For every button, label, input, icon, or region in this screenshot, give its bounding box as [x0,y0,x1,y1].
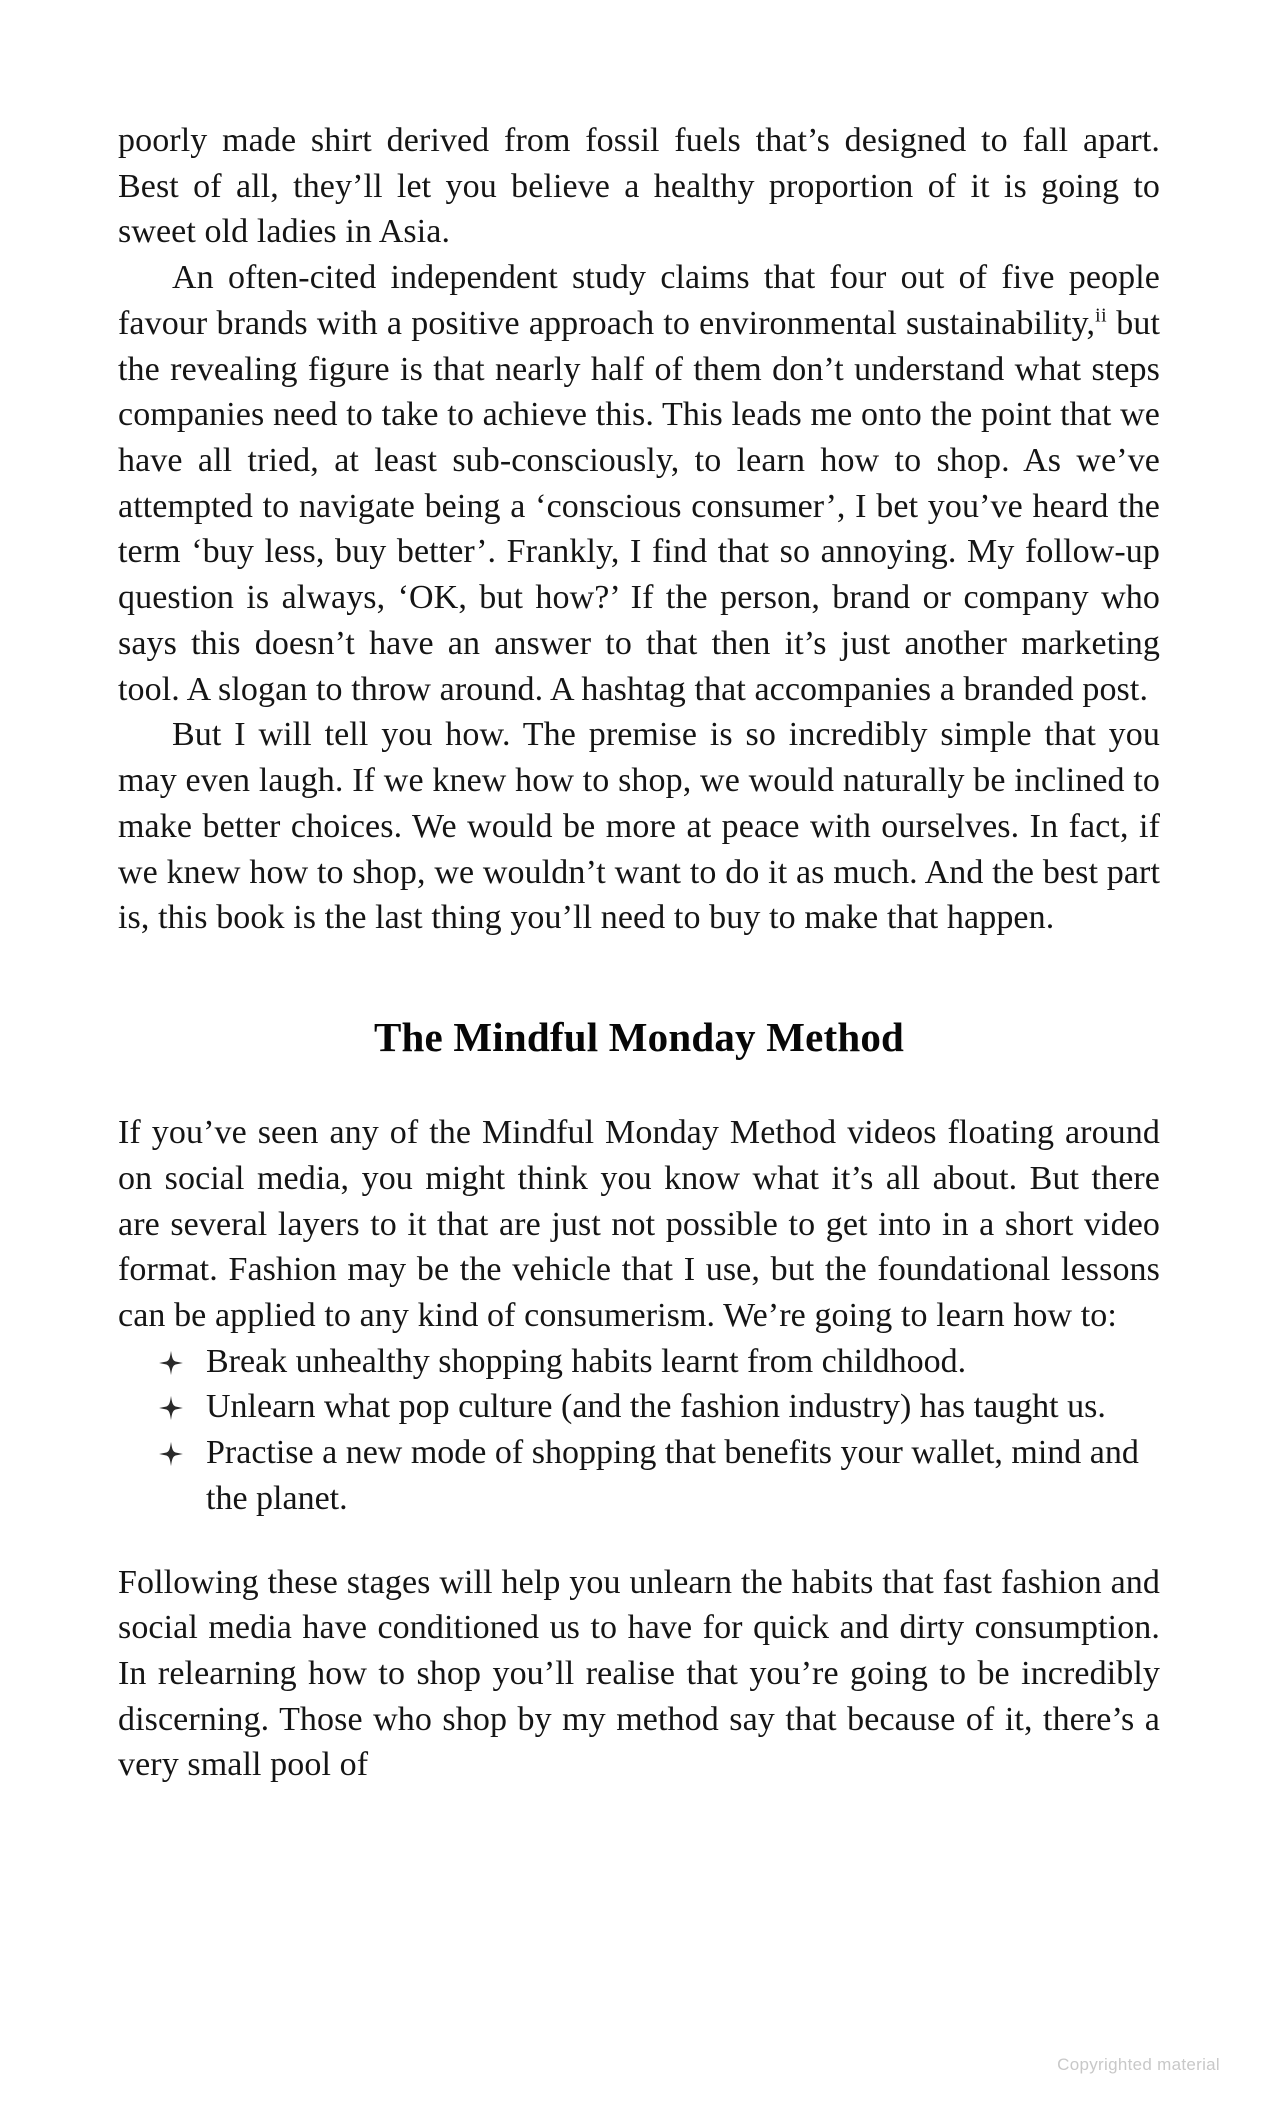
list-item [118,1384,1160,1430]
heading-bottom-spacer [118,1062,1160,1110]
list-item-label: Break unhealthy shopping habits learnt from childhood. [206,1342,967,1380]
copyright-watermark: Copyrighted material [1057,2055,1220,2074]
footnote-marker-ii: ii [1095,304,1108,327]
paragraph-tell-you-how: But I will tell you how. The premise is so incredibly simple that you may even laugh. If we knew how to shop, we would naturally be inclined to make better choices. We would be more at peace with ourselves. In fact, if we knew how to shop, we wouldn’t want to do it as much. And the best part is, this book is the last thing you’ll need to buy to make that happen. [118,716,1160,937]
paragraph-opening: poorly made shirt derived from fossil fuels that’s designed to fall apart. Best of all, they’ll let you believe a healthy proportion of it is going to sweet old ladies in Asia. [118,122,1160,251]
section-heading-mindful-monday-method: The Mindful Monday Method [373,1013,905,1060]
sparkle-star-icon [158,1387,184,1427]
paragraph-study-claim [118,255,1160,712]
list-item-label: Practise a new mode of shopping that benefits your wallet, mind and the planet. [206,1434,1139,1517]
page-text-column [118,118,1160,1788]
list-bottom-spacer [118,1522,1160,1560]
list-item [118,1339,1160,1385]
heading-top-spacer [118,941,1160,1013]
learning-goals-list [118,1339,1160,1522]
sparkle-star-icon [158,1342,184,1382]
paragraph-study-claim-part2: but the revealing figure is that nearly half of them don’t understand what steps companies need to take to achieve this. This leads me onto the point that we have all tried, at least sub-consciously, to learn how to shop. As we’ve attempted to navigate being a ‘conscious consumer’, I bet you’ve heard the term ‘buy less, buy better’. Frankly, I find that so annoying. My follow-up question is always, ‘OK, but how?’ If the person, brand or company who says this doesn’t have an answer to that then it’s just another marketing tool. A slogan to throw around. A hashtag that accompanies a branded post. [118,304,1160,708]
list-item-label: Unlearn what pop culture (and the fashion industry) has taught us. [206,1388,1106,1426]
list-item [118,1430,1160,1521]
paragraph-study-claim-part1: An often-cited independent study claims that four out of five people favour brands with a positive approach to environmental sustainability, [118,259,1160,342]
sparkle-star-icon [158,1433,184,1473]
paragraph-method-intro: If you’ve seen any of the Mindful Monday Method videos floating around on social media, you might think you know what it’s all about. But there are several layers to it that are just not possible to get into in a short video format. Fashion may be the vehicle that I use, but the foundational lessons can be applied to any kind of consumerism. We’re going to learn how to: [118,1114,1160,1334]
paragraph-closing: Following these stages will help you unlearn the habits that fast fashion and social media have conditioned us to have for quick and dirty consumption. In relearning how to shop you’ll realise that you’re going to be incredibly discerning. Those who shop by my method say that because of it, there’s a very small pool of [118,1563,1160,1784]
